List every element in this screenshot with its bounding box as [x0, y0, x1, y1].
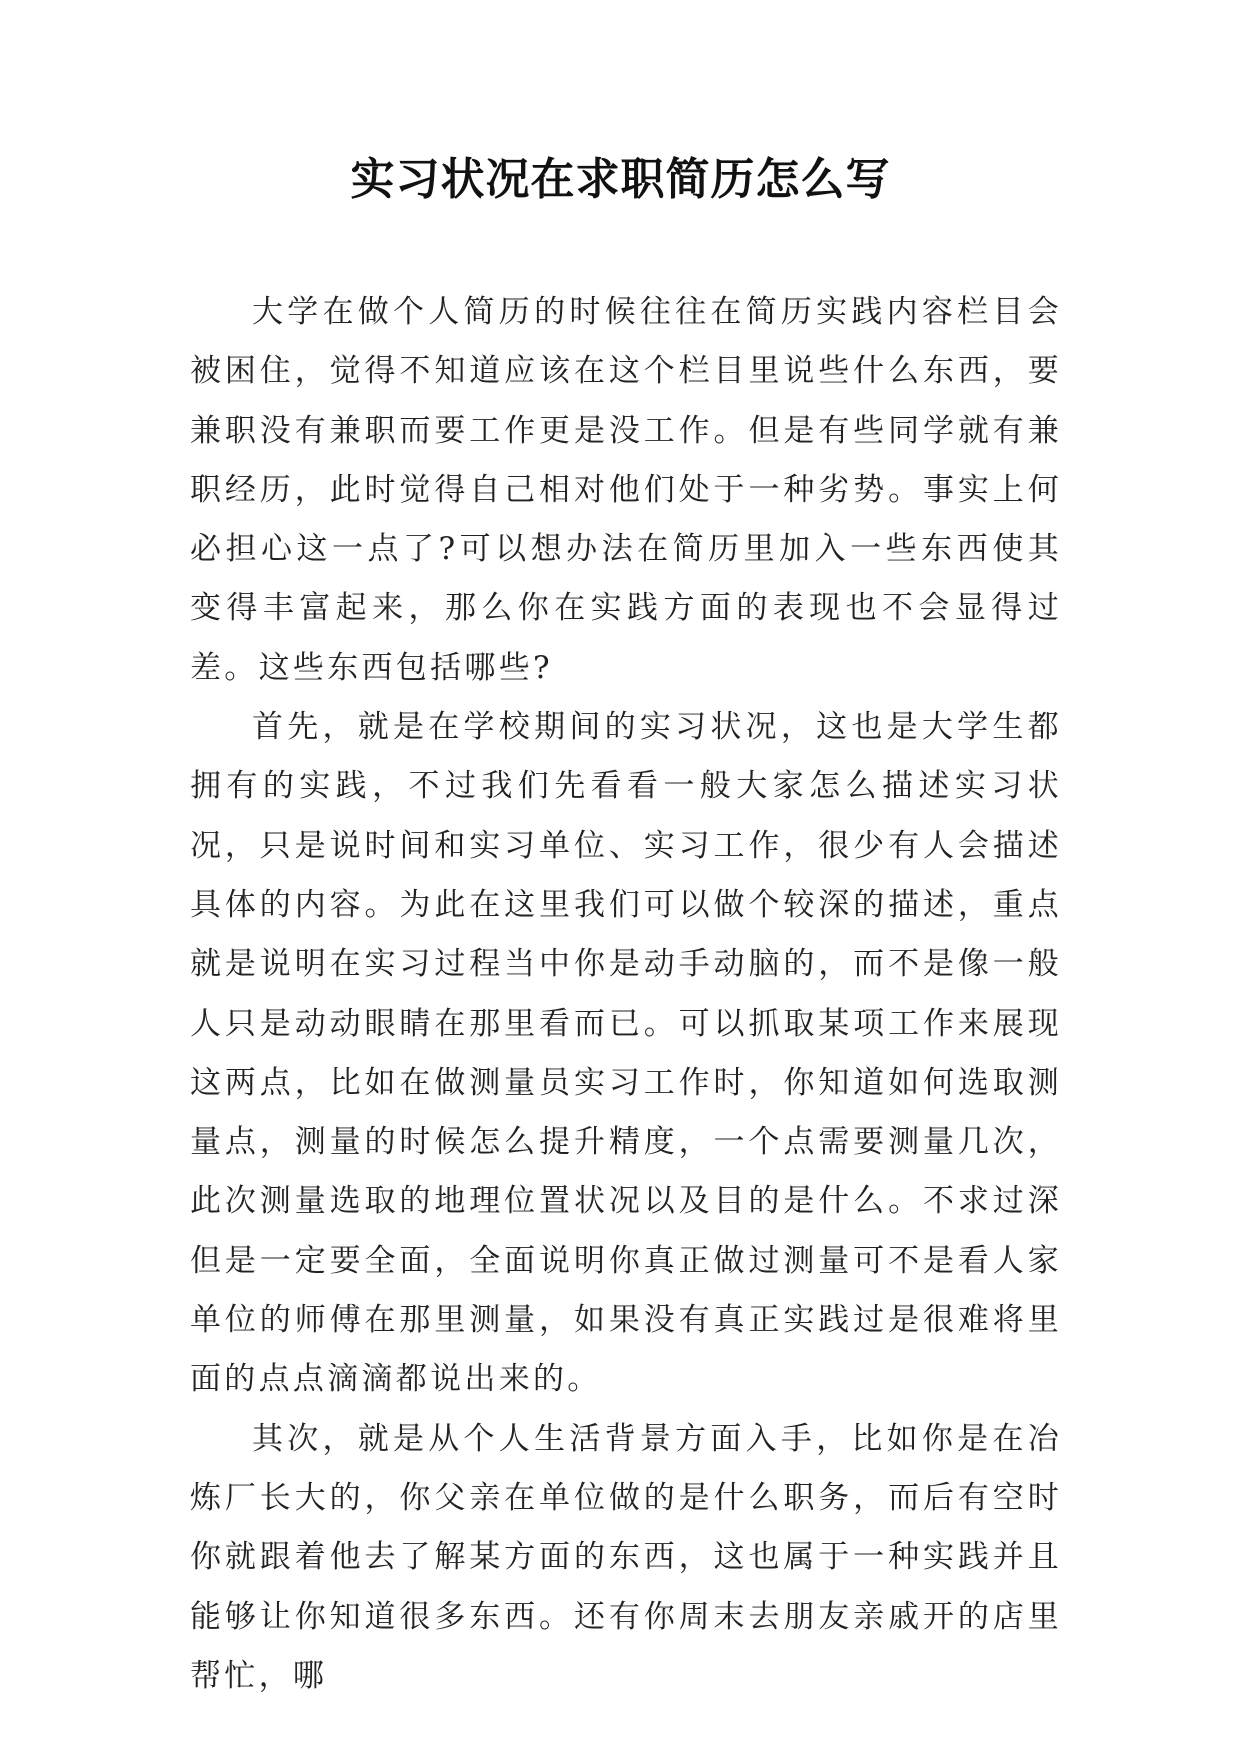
paragraph: 大学在做个人简历的时候往往在简历实践内容栏目会被困住，觉得不知道应该在这个栏目里说些什么东西，要兼职没有兼职而要工作更是没工作。但是有些同学就有兼职经历，此时觉得自己相对他们处于一种劣势。事实上何必担心这一点了?可以想办法在简历里加入一些东西使其变得丰富起来，那么你在实践方面的表现也不会显得过差。这些东西包括哪些? [190, 294, 1062, 686]
document-title: 实习状况在求职简历怎么写 [350, 154, 891, 205]
paragraph: 首先，就是在学校期间的实习状况，这也是大学生都拥有的实践，不过我们先看看一般大家怎么描述实习状况，只是说时间和实习单位、实习工作，很少有人会描述具体的内容。为此在这里我们可以做个较深的描述，重点就是说明在实习过程当中你是动手动脑的，而不是像一般人只是动动眼睛在那里看而已。可以抓取某项工作来展现这两点，比如在做测量员实习工作时，你知道如何选取测量点，测量的时候怎么提升精度，一个点需要测量几次，此次测量选取的地理位置状况以及目的是什么。不求过深但是一定要全面，全面说明你真正做过测量可不是看人家单位的师傅在那里测量，如果没有真正实践过是很难将里面的点点滴滴都说出来的。 [190, 709, 1062, 1398]
paragraph: 其次，就是从个人生活背景方面入手，比如你是在冶炼厂长大的，你父亲在单位做的是什么职务，而后有空时你就跟着他去了解某方面的东西，这也属于一种实践并且能够让你知道很多东西。还有你周末去朋友亲戚开的店里帮忙，哪 [190, 1420, 1062, 1694]
document-body [190, 283, 1062, 1706]
